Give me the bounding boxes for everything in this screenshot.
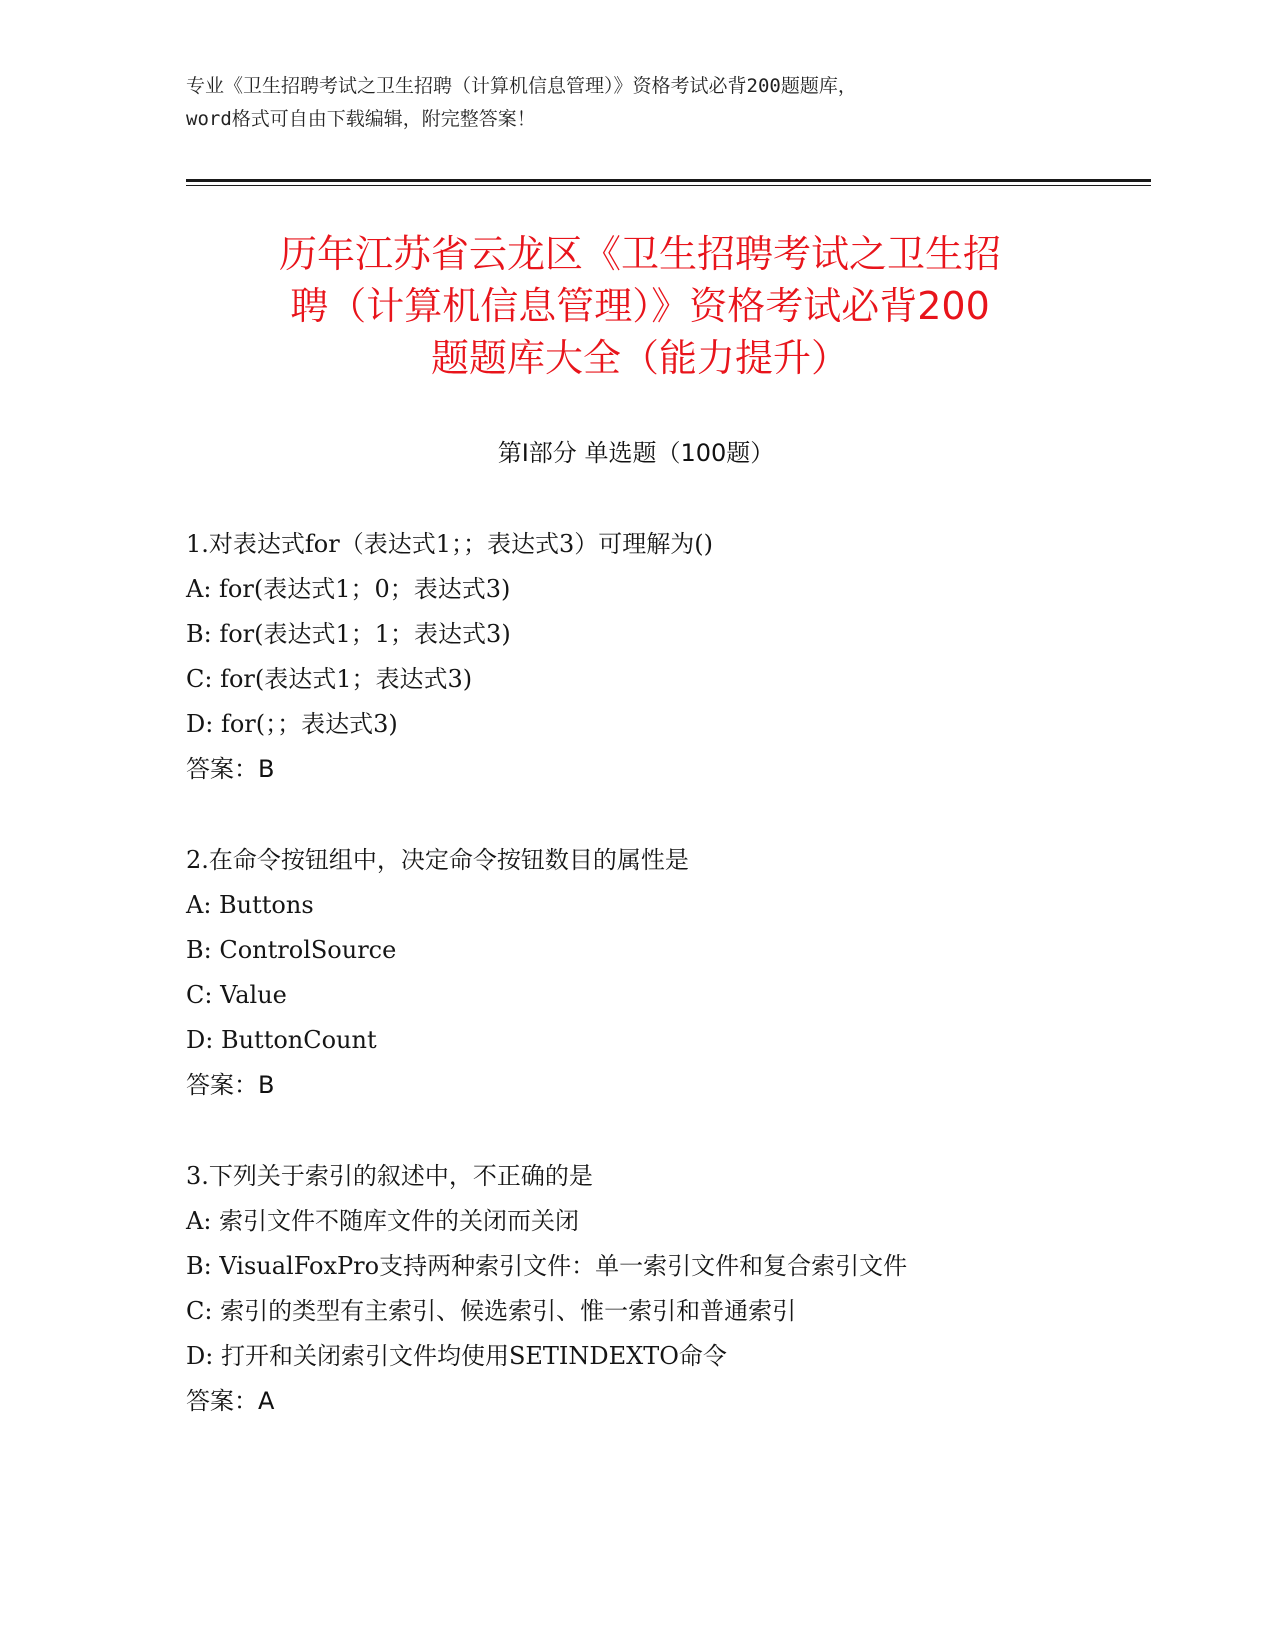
option-b: B: ControlSource [186, 936, 397, 964]
option-a: A: for(表达式1；0；表达式3) [186, 575, 511, 603]
question-1 [186, 522, 1086, 792]
option-b: B: VisualFoxPro支持两种索引文件：单一索引文件和复合索引文件 [186, 1252, 908, 1280]
question-3 [186, 1154, 1086, 1424]
question-stem: 1.对表达式for（表达式1；；表达式3）可理解为() [186, 530, 713, 558]
option-d: D: 打开和关闭索引文件均使用SETINDEXTO命令 [186, 1342, 727, 1370]
section-heading: 第Ⅰ部分 单选题（100题） [497, 439, 775, 467]
header-divider-thin [186, 185, 1151, 186]
document-title-line-1: 历年江苏省云龙区《卫生招聘考试之卫生招 [278, 232, 1001, 276]
header-note-line-1: 专业《卫生招聘考试之卫生招聘（计算机信息管理）》资格考试必背200题题库， [186, 75, 857, 97]
option-a: A: Buttons [186, 891, 314, 919]
answer: 答案：B [186, 755, 275, 783]
option-c: C: 索引的类型有主索引、候选索引、惟一索引和普通索引 [186, 1297, 797, 1325]
document-title-line-2: 聘（计算机信息管理）》资格考试必背200 [290, 284, 990, 328]
header-note-line-2: word格式可自由下载编辑，附完整答案！ [186, 108, 536, 130]
option-d: D: for(；；表达式3) [186, 710, 398, 738]
answer: 答案：B [186, 1071, 275, 1099]
answer: 答案：A [186, 1387, 275, 1415]
question-2 [186, 838, 1086, 1108]
header-note [186, 70, 1086, 136]
header-divider-thick [186, 179, 1151, 182]
option-a: A: 索引文件不随库文件的关闭而关闭 [186, 1207, 580, 1235]
option-d: D: ButtonCount [186, 1026, 377, 1054]
question-stem: 2.在命令按钮组中，决定命令按钮数目的属性是 [186, 846, 689, 874]
option-c: C: for(表达式1；表达式3) [186, 665, 473, 693]
option-c: C: Value [186, 981, 287, 1009]
question-stem: 3.下列关于索引的叙述中，不正确的是 [186, 1162, 593, 1190]
document-title [190, 228, 1090, 384]
document-title-line-3: 题题库大全（能力提升） [430, 336, 849, 380]
option-b: B: for(表达式1；1；表达式3) [186, 620, 511, 648]
